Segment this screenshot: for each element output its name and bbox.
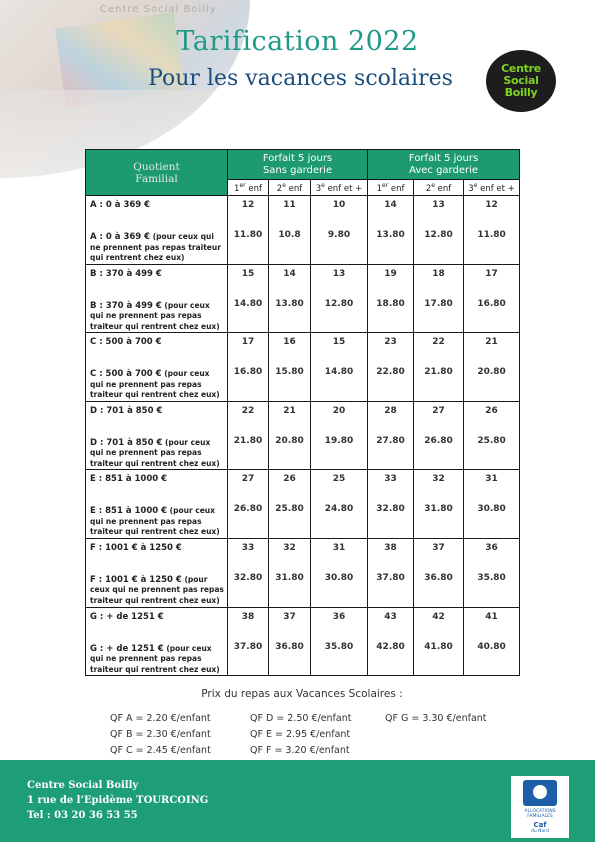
header-sans-garderie: Forfait 5 jours Sans garderie — [228, 150, 368, 180]
price-cell: 12 11.80 — [228, 196, 269, 265]
quotient-cell — [86, 401, 228, 470]
price-cell: 27 26.80 — [228, 470, 269, 539]
price-cell: 33 32.80 — [228, 538, 269, 607]
price-cell: 26 25.80 — [464, 401, 520, 470]
meal-price-qf-c: QF C = 2.45 €/enfant — [110, 745, 211, 756]
subheader-5: 3e enf et + — [464, 180, 520, 196]
quotient-label: G : + de 1251 € — [90, 611, 164, 622]
quotient-label-no-meal: E : 851 à 1000 € (pour ceux qui ne prennent pas repas traiteur qui rentrent chez eux) — [90, 506, 220, 536]
footer — [0, 760, 595, 842]
price-cell: 15 14.80 — [311, 333, 368, 402]
price-cell: 28 27.80 — [368, 401, 414, 470]
quotient-cell — [86, 196, 228, 265]
table-row — [86, 333, 520, 402]
quotient-cell — [86, 264, 228, 333]
price-cell: 11 10.8 — [269, 196, 311, 265]
meal-price-qf-a: QF A = 2.20 €/enfant — [110, 713, 211, 724]
caf-logo — [511, 776, 569, 838]
quotient-label: F : 1001 € à 1250 € — [90, 542, 182, 553]
logo-line: Boilly — [504, 86, 538, 99]
price-cell: 26 25.80 — [269, 470, 311, 539]
quotient-label: C : 500 à 700 € — [90, 337, 162, 347]
quotient-cell — [86, 333, 228, 402]
price-cell: 37 36.80 — [269, 607, 311, 676]
logo-line: Social — [503, 74, 539, 87]
price-cell: 23 22.80 — [368, 333, 414, 402]
header-avec-garderie: Forfait 5 jours Avec garderie — [368, 150, 520, 180]
price-cell: 32 31.80 — [414, 470, 464, 539]
price-cell: 43 42.80 — [368, 607, 414, 676]
subheader-0: 1er enf — [228, 180, 269, 196]
price-cell: 10 9.80 — [311, 196, 368, 265]
logo-line: Centre — [501, 62, 541, 75]
quotient-label-no-meal: A : 0 à 369 € (pour ceux qui ne prennent pas repas traiteur qui rentrent chez eux) — [90, 232, 221, 262]
price-cell: 14 13.80 — [368, 196, 414, 265]
quotient-label-no-meal: F : 1001 € à 1250 € (pour ceux qui ne prennent pas repas traiteur qui rentrent chez eux) — [90, 574, 224, 605]
meal-price-qf-f: QF F = 3.20 €/enfant — [250, 745, 350, 756]
quotient-label: B : 370 à 499 € — [90, 268, 162, 279]
price-cell: 17 16.80 — [464, 264, 520, 333]
price-cell: 15 14.80 — [228, 264, 269, 333]
price-cell: 37 36.80 — [414, 538, 464, 607]
building-sign: Centre Social Boilly — [100, 4, 217, 15]
table-row — [86, 470, 520, 539]
subheader-2: 3e enf et + — [311, 180, 368, 196]
meal-prices-title: Prix du repas aux Vacances Scolaires : — [201, 688, 403, 700]
price-cell: 22 21.80 — [228, 401, 269, 470]
quotient-label-no-meal: C : 500 à 700 € (pour ceux qui ne prennent pas repas traiteur qui rentrent chez eux) — [90, 369, 220, 399]
quotient-cell — [86, 470, 228, 539]
price-cell: 16 15.80 — [269, 333, 311, 402]
price-cell: 13 12.80 — [414, 196, 464, 265]
price-cell: 25 24.80 — [311, 470, 368, 539]
price-cell: 22 21.80 — [414, 333, 464, 402]
meal-price-qf-g: QF G = 3.30 €/enfant — [385, 713, 487, 724]
table-row — [86, 196, 520, 265]
footer-address: 1 rue de l’Epidème TOURCOING — [27, 795, 209, 806]
price-cell: 36 35.80 — [464, 538, 520, 607]
price-cell: 36 35.80 — [311, 607, 368, 676]
price-cell: 21 20.80 — [464, 333, 520, 402]
price-cell: 27 26.80 — [414, 401, 464, 470]
caf-text: ALLOCATIONS FAMILIALES — [524, 809, 556, 819]
quotient-cell — [86, 607, 228, 676]
caf-text: du Nord — [531, 829, 549, 834]
subheader-4: 2e enf — [414, 180, 464, 196]
caf-text: Caf — [533, 821, 547, 829]
quotient-label: E : 851 à 1000 € — [90, 474, 168, 484]
price-cell: 12 11.80 — [464, 196, 520, 265]
subheader-3: 1er enf — [368, 180, 414, 196]
price-cell: 32 31.80 — [269, 538, 311, 607]
quotient-label: A : 0 à 369 € — [90, 200, 151, 210]
caf-emblem-icon — [523, 780, 557, 806]
quotient-label-no-meal: G : + de 1251 € (pour ceux qui ne prennent pas repas traiteur qui rentrent chez eux) — [90, 643, 220, 674]
header-quotient-familial: Quotient Familial — [86, 150, 228, 196]
price-cell: 31 30.80 — [311, 538, 368, 607]
centre-social-logo — [486, 50, 556, 112]
quotient-label-no-meal: B : 370 à 499 € (pour ceux qui ne prennent pas repas traiteur qui rentrent chez eux) — [90, 300, 220, 331]
table-row — [86, 538, 520, 607]
subheader-1: 2e enf — [269, 180, 311, 196]
price-cell: 14 13.80 — [269, 264, 311, 333]
quotient-cell — [86, 538, 228, 607]
price-cell: 42 41.80 — [414, 607, 464, 676]
page-title: Tarification 2022 — [176, 26, 419, 57]
meal-price-qf-e: QF E = 2.95 €/enfant — [250, 729, 351, 740]
price-cell: 20 19.80 — [311, 401, 368, 470]
table-row — [86, 401, 520, 470]
price-cell: 31 30.80 — [464, 470, 520, 539]
price-cell: 17 16.80 — [228, 333, 269, 402]
price-cell: 18 17.80 — [414, 264, 464, 333]
meal-price-qf-b: QF B = 2.30 €/enfant — [110, 729, 211, 740]
price-cell: 33 32.80 — [368, 470, 414, 539]
tarif-table — [85, 149, 520, 676]
table-row — [86, 264, 520, 333]
price-cell: 19 18.80 — [368, 264, 414, 333]
price-cell: 21 20.80 — [269, 401, 311, 470]
footer-phone: Tel : 03 20 36 53 55 — [27, 810, 138, 821]
price-cell: 41 40.80 — [464, 607, 520, 676]
quotient-label: D : 701 à 850 € — [90, 405, 163, 416]
price-cell: 13 12.80 — [311, 264, 368, 333]
table-row — [86, 607, 520, 676]
footer-name: Centre Social Boilly — [27, 780, 139, 791]
quotient-label-no-meal: D : 701 à 850 € (pour ceux qui ne prennent pas repas traiteur qui rentrent chez eux) — [90, 437, 220, 468]
meal-price-qf-d: QF D = 2.50 €/enfant — [250, 713, 352, 724]
price-cell: 38 37.80 — [368, 538, 414, 607]
price-cell: 38 37.80 — [228, 607, 269, 676]
page-subtitle: Pour les vacances scolaires — [148, 66, 453, 91]
